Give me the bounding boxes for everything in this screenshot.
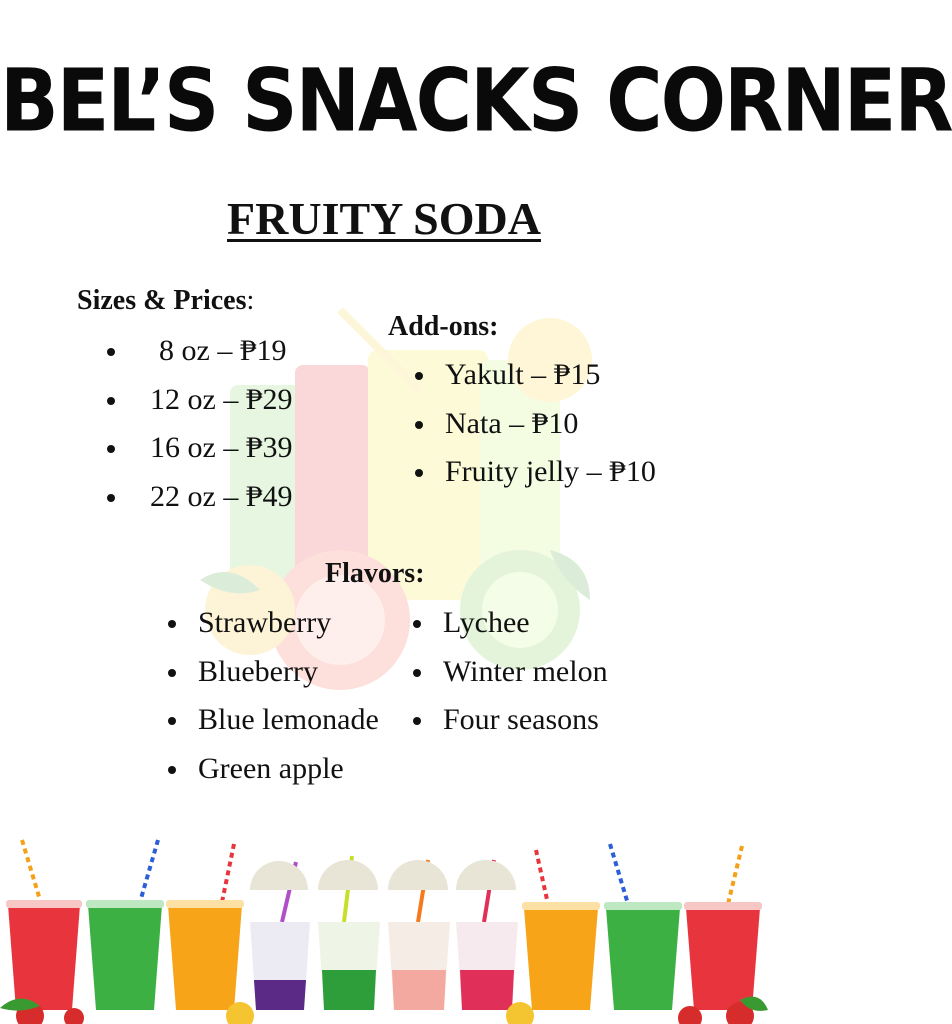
soda-cup-icon [522,850,600,1010]
sizes-heading-colon: : [246,285,255,316]
flavor-name: Blueberry [198,654,318,688]
addons-list [415,351,656,497]
addons-heading: Add-ons: [388,311,499,342]
list-item [107,473,293,522]
list-item [413,648,608,697]
soda-cup-icon [6,840,82,1010]
flavor-name: Green apple [198,751,344,785]
addon-price: Nata – ₱10 [445,406,579,440]
flavors-list-left [168,599,379,793]
list-item [168,745,379,794]
list-item [415,448,656,497]
flavor-name: Four seasons [443,703,599,736]
bullet-icon [107,445,115,453]
soda-cup-icon [684,846,762,1010]
size-price: 12 oz – ₱29 [150,382,293,416]
soda-cup-icon [456,860,518,1010]
list-item [413,696,608,745]
bullet-icon [413,717,421,725]
addon-price: Fruity jelly – ₱10 [445,455,656,488]
flavor-name: Blue lemonade [198,703,379,736]
list-item [413,599,608,648]
bullet-icon [168,620,176,628]
sizes-heading [77,285,254,317]
list-item [415,351,656,400]
bullet-icon [413,669,421,677]
list-item [107,327,293,376]
section-title: FRUITY SODA [227,193,541,244]
bullet-icon [107,348,115,356]
list-item [107,424,293,473]
soda-cup-icon [604,844,682,1010]
sizes-heading-text: Sizes & Prices [77,285,247,316]
soda-cups-row [0,830,768,1024]
size-price: 16 oz – ₱39 [150,431,293,464]
flavors-heading: Flavors: [325,558,425,589]
bullet-icon [415,372,423,380]
list-item [168,648,379,697]
flavor-name: Strawberry [198,606,332,639]
soda-cup-icon [318,856,380,1010]
soda-cup-icon [250,861,310,1010]
poster-title: BEL’S SNACKS CORNER [0,52,952,152]
size-price: 22 oz – ₱49 [150,479,293,513]
size-price: 8 oz – ₱19 [159,334,287,367]
bullet-icon [168,766,176,774]
bullet-icon [107,397,115,405]
flavor-name: Lychee [443,606,530,639]
soda-cup-icon [388,860,450,1010]
list-item [168,599,379,648]
bullet-icon [413,620,421,628]
flavors-list-right [413,599,608,745]
list-item [107,376,293,425]
soda-cup-icon [166,844,244,1010]
list-item [168,696,379,745]
addon-price: Yakult – ₱15 [445,358,601,391]
bullet-icon [168,717,176,725]
bullet-icon [415,421,423,429]
sizes-list [107,327,293,521]
soda-cup-icon [86,840,164,1010]
list-item [415,400,656,449]
bullet-icon [107,494,115,502]
bullet-icon [168,669,176,677]
flavor-name: Winter melon [443,654,608,688]
bullet-icon [415,469,423,477]
